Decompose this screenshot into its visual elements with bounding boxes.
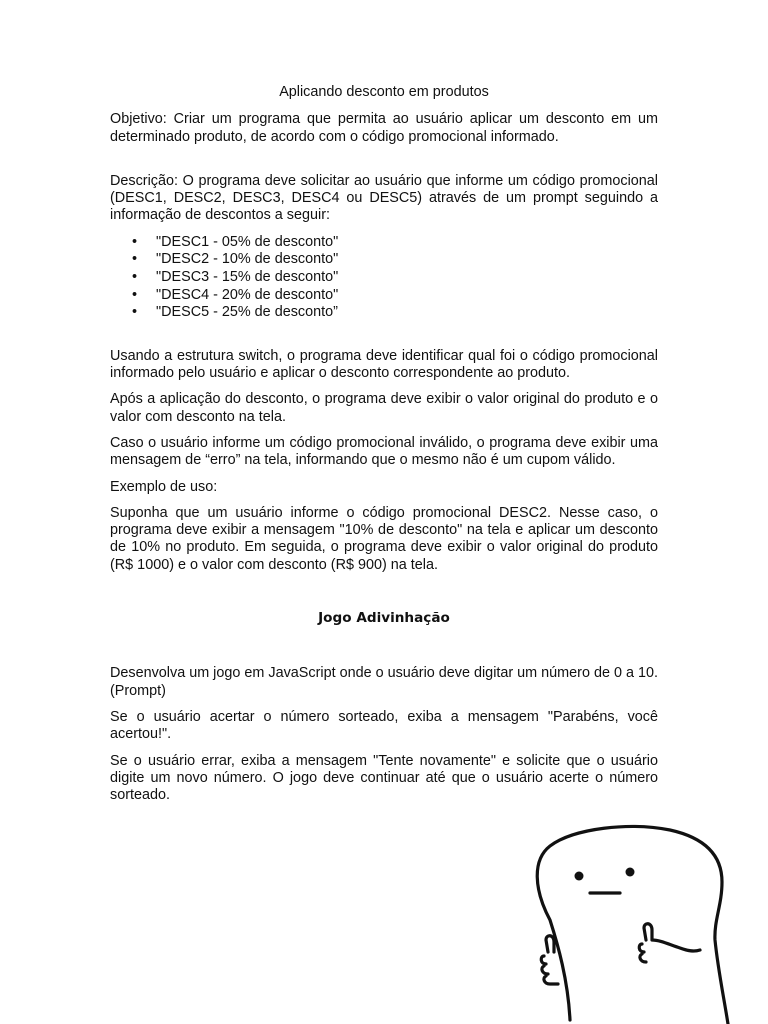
head-outline (537, 827, 728, 1024)
list-item (132, 251, 658, 269)
discount-item-label: "DESC5 - 25% de desconto” (156, 304, 338, 321)
game-retry-paragraph: Se o usuário errar, exiba a mensagem "Tente novamente" e solicite que o usuário digite um novo número. O jogo deve continuar até que o usuário acerte o número sorteado. (110, 752, 658, 804)
list-item (132, 233, 658, 252)
discount-item-label: "DESC3 - 15% de desconto" (156, 268, 339, 285)
bullet-icon: • (132, 268, 138, 285)
discount-item-label: "DESC4 - 20% de desconto" (156, 286, 339, 303)
right-eye (626, 868, 635, 877)
left-eye (575, 872, 584, 881)
example-heading: Exemplo de uso: (110, 478, 218, 495)
discount-item-label: "DESC2 - 10% de desconto" (156, 251, 339, 268)
bullet-icon: • (132, 304, 138, 321)
list-item (132, 268, 658, 287)
objective-paragraph: Objetivo: Criar um programa que permita ao usuário aplicar um desconto em um determinado produto, de acordo com o código promocional informado. (110, 111, 658, 145)
after-discount-paragraph: Após a aplicação do desconto, o programa deve exibir o valor original do produto e o valor com desconto na tela. (110, 391, 658, 425)
list-item (132, 286, 658, 305)
game-success-paragraph: Se o usuário acertar o número sorteado, exiba a mensagem "Parabéns, você acertou!". (110, 708, 658, 743)
game-intro-paragraph: Desenvolva um jogo em JavaScript onde o usuário deve digitar um número de 0 a 10. (Prompt) (110, 665, 658, 699)
flork-thumbs-up-illustration (510, 780, 768, 1024)
discount-list (110, 234, 658, 322)
invalid-code-paragraph: Caso o usuário informe um código promocional inválido, o programa deve exibir uma mensagem de “erro” na tela, informando que o mesmo não é um cupom válido. (110, 434, 658, 469)
bullet-icon: • (132, 251, 138, 268)
left-thumb (541, 936, 558, 984)
example-paragraph: Suponha que um usuário informe o código promocional DESC2. Nesse caso, o programa deve exibir a mensagem "10% de desconto" na tela e aplicar um desconto de 10% no produto. Em seguida, o programa deve exibir o valor original do produto (R$ 1000) e o valor com desconto (R$ 900) na tela. (110, 504, 658, 573)
bullet-icon: • (132, 286, 138, 303)
page-title: Aplicando desconto em produtos (279, 84, 489, 100)
switch-paragraph: Usando a estrutura switch, o programa deve identificar qual foi o código promocional informado pelo usuário e aplicar o desconto correspondente ao produto. (110, 347, 658, 382)
bullet-icon: • (132, 233, 138, 250)
discount-item-label: "DESC1 - 05% de desconto" (156, 233, 339, 250)
game-section-title: Jogo Adivinhação (318, 610, 450, 627)
right-thumb (639, 924, 700, 962)
document-body (110, 84, 658, 813)
description-paragraph: Descrição: O programa deve solicitar ao usuário que informe um código promocional (DESC1, DESC2, DESC3, DESC4 ou DESC5) através de um prompt seguindo a informação de descontos a seguir: (110, 172, 658, 224)
list-item (132, 304, 658, 322)
